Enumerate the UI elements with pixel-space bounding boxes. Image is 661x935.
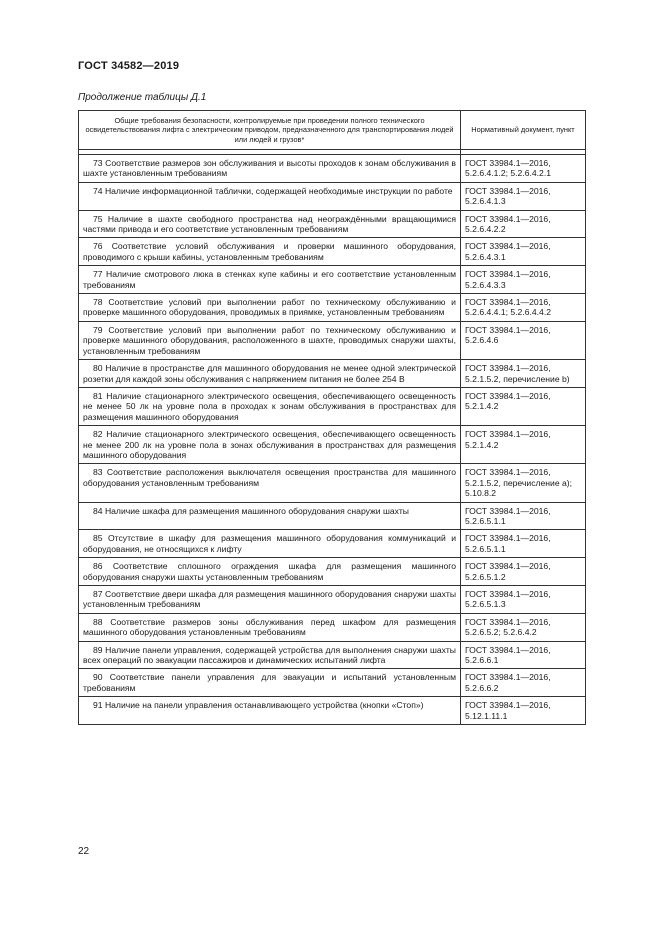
requirement-cell: 90 Соответствие панели управления для эвакуации и испытаний установленным требованиям [79,669,461,697]
table-body [79,155,586,725]
table-row [79,155,586,183]
table-row [79,502,586,530]
column-header-requirements: Общие требования безопасности, контролируемые при проведении полного технического освидетельствования лифта с электрическим приводом, предназначенного для транспортирования людей или людей и грузов* [79,111,461,150]
requirements-table [78,110,586,725]
normative-reference-cell: ГОСТ 33984.1—2016, 5.2.6.5.2; 5.2.6.4.2 [461,613,586,641]
normative-reference-cell: ГОСТ 33984.1—2016, 5.2.6.4.1.3 [461,182,586,210]
table-row [79,558,586,586]
requirement-cell: 81 Наличие стационарного электрического освещения, обеспечивающего освещенность не менее 50 лк на уровне пола в проходах к зонам обслуживания в пространствах для размещения машинного оборудования [79,387,461,425]
table-row [79,360,586,388]
requirement-cell: 80 Наличие в пространстве для машинного оборудования не менее одной электрической розетки для каждой зоны обслуживания с напряжением питания не более 254 В [79,360,461,388]
page-number: 22 [78,846,90,857]
normative-reference-cell: ГОСТ 33984.1—2016, 5.2.6.6.1 [461,641,586,669]
requirement-cell: 75 Наличие в шахте свободного пространства над неограждёнными вращающимися частями привода и его соответствие установленным требованиям [79,210,461,238]
normative-reference-cell: ГОСТ 33984.1—2016, 5.2.1.4.2 [461,387,586,425]
normative-reference-cell: ГОСТ 33984.1—2016, 5.2.6.4.3.1 [461,238,586,266]
requirement-cell: 87 Соответствие двери шкафа для размещения машинного оборудования снаружи шахты установленным требованиям [79,586,461,614]
table-row [79,697,586,725]
requirement-cell: 85 Отсутствие в шкафу для размещения машинного оборудования коммуникаций и оборудования, не относящихся к лифту [79,530,461,558]
table-row [79,426,586,464]
requirement-cell: 82 Наличие стационарного электрического освещения, обеспечивающего освещенность не менее 200 лк на уровне пола в зонах обслуживания в пространствах для размещения машинного оборудования [79,426,461,464]
column-header-normative-document: Нормативный документ, пункт [461,111,586,150]
normative-reference-cell: ГОСТ 33984.1—2016, 5.2.6.4.4.1; 5.2.6.4.4.2 [461,294,586,322]
requirement-cell: 89 Наличие панели управления, содержащей устройства для выполнения снаружи шахты всех операций по эвакуации пассажиров и динамических испытаний лифта [79,641,461,669]
normative-reference-cell: ГОСТ 33984.1—2016, 5.2.6.4.2.2 [461,210,586,238]
table-row [79,641,586,669]
requirement-cell: 78 Соответствие условий при выполнении работ по техническому обслуживанию и проверке машинного оборудования, проводимых в приямке, установленным требованиям [79,294,461,322]
normative-reference-cell: ГОСТ 33984.1—2016, 5.2.6.5.1.2 [461,558,586,586]
requirement-cell: 84 Наличие шкафа для размещения машинного оборудования снаружи шахты [79,502,461,530]
requirement-cell: 76 Соответствие условий обслуживания и проверки машинного оборудования, проводимого с крыши кабины, установленным требованиям [79,238,461,266]
requirement-cell: 79 Соответствие условий при выполнении работ по техническому обслуживанию и проверке машинного оборудования, расположенного в шахте, проводимых снаружи шахты, установленным требованиям [79,321,461,359]
table-row [79,387,586,425]
normative-reference-cell: ГОСТ 33984.1—2016, 5.2.6.4.6 [461,321,586,359]
table-row [79,294,586,322]
table-header-row [79,111,586,150]
table-row [79,464,586,502]
requirement-cell: 91 Наличие на панели управления останавливающего устройства (кнопки «Стоп») [79,697,461,725]
normative-reference-cell: ГОСТ 33984.1—2016, 5.2.1.5.2, перечисление b) [461,360,586,388]
requirement-cell: 77 Наличие смотрового люка в стенках купе кабины и его соответствие установленным требованиям [79,266,461,294]
requirement-cell: 88 Соответствие размеров зоны обслуживания перед шкафом для размещения машинного оборудования установленным требованиям [79,613,461,641]
table-row [79,210,586,238]
table-row [79,238,586,266]
document-header: ГОСТ 34582—2019 [78,60,180,72]
normative-reference-cell: ГОСТ 33984.1—2016, 5.2.6.5.1.1 [461,530,586,558]
normative-reference-cell: ГОСТ 33984.1—2016, 5.2.1.5.2, перечисление a); 5.10.8.2 [461,464,586,502]
table-row [79,613,586,641]
normative-reference-cell: ГОСТ 33984.1—2016, 5.2.6.5.1.3 [461,586,586,614]
requirement-cell: 83 Соответствие расположения выключателя освещения пространства для машинного оборудования установленным требованиям [79,464,461,502]
normative-reference-cell: ГОСТ 33984.1—2016, 5.2.1.4.2 [461,426,586,464]
table-caption: Продолжение таблицы Д.1 [78,92,207,103]
normative-reference-cell: ГОСТ 33984.1—2016, 5.12.1.11.1 [461,697,586,725]
requirement-cell: 73 Соответствие размеров зон обслуживания и высоты проходов к зонам обслуживания в шахте установленным требованиям [79,155,461,183]
normative-reference-cell: ГОСТ 33984.1—2016, 5.2.6.4.1.2; 5.2.6.4.2.1 [461,155,586,183]
table-row [79,669,586,697]
table-row [79,321,586,359]
normative-reference-cell: ГОСТ 33984.1—2016, 5.2.6.5.1.1 [461,502,586,530]
table-row [79,266,586,294]
requirement-cell: 86 Соответствие сплошного ограждения шкафа для размещения машинного оборудования снаружи шахты установленным требованиям [79,558,461,586]
requirement-cell: 74 Наличие информационной таблички, содержащей необходимые инструкции по работе [79,182,461,210]
table-row [79,586,586,614]
normative-reference-cell: ГОСТ 33984.1—2016, 5.2.6.6.2 [461,669,586,697]
table-row [79,182,586,210]
normative-reference-cell: ГОСТ 33984.1—2016, 5.2.6.4.3.3 [461,266,586,294]
table-row [79,530,586,558]
